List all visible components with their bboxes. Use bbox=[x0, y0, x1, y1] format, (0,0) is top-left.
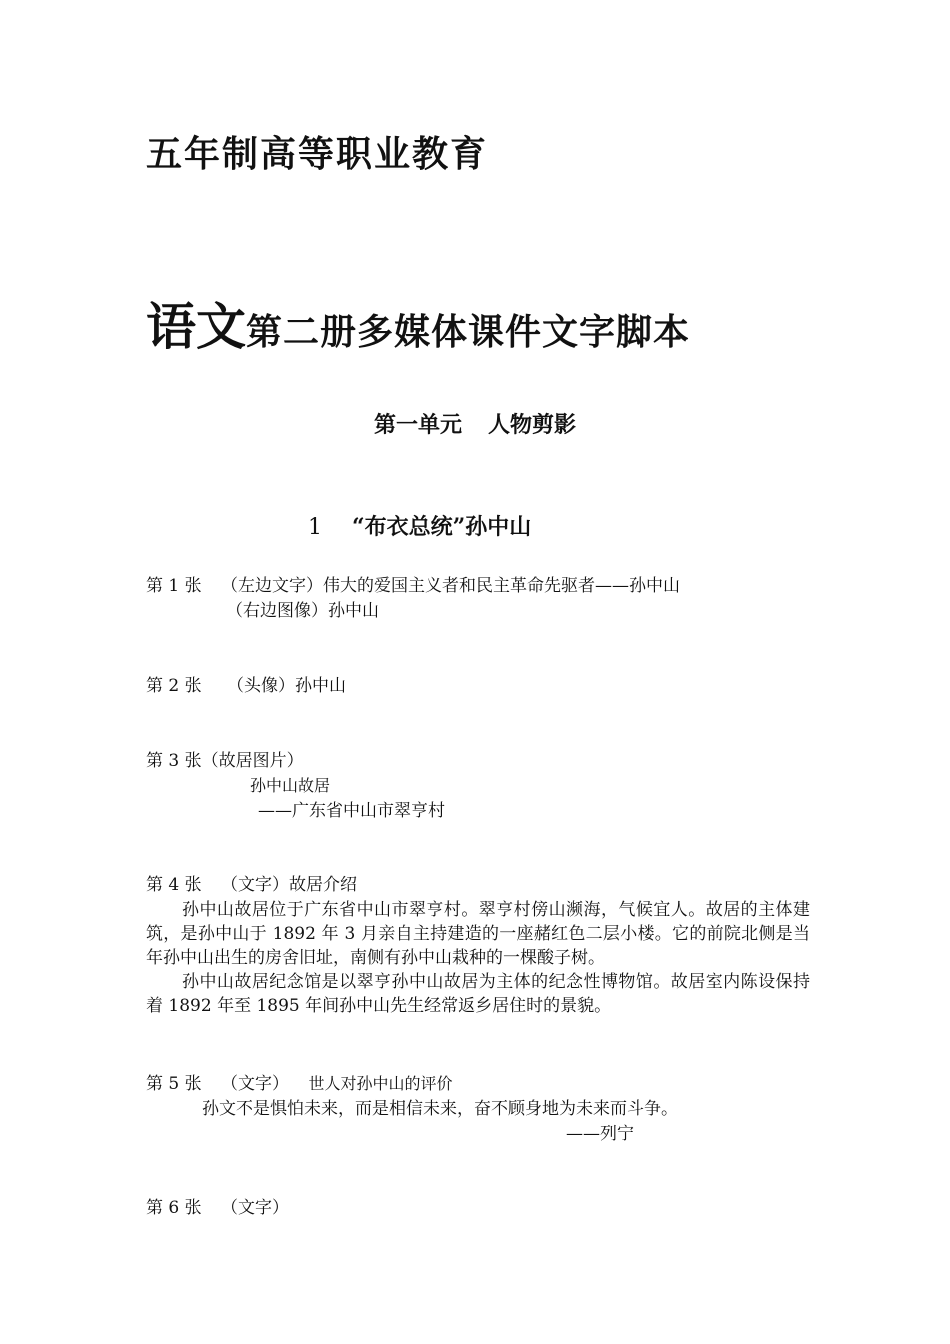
slide-4-text: （文字）故居介绍 bbox=[221, 875, 358, 895]
slide-3-line1 bbox=[146, 749, 304, 773]
slide-2-label: 第 2 张 bbox=[146, 676, 202, 696]
slide-3-caption-sub: ——广东省中山市翠亨村 bbox=[258, 801, 445, 821]
slide-1-text: （左边文字）伟大的爱国主义者和民主革命先驱者——孙中山 bbox=[221, 576, 681, 596]
slide-3-caption: 孙中山故居 bbox=[250, 776, 331, 795]
slide-6-line1 bbox=[146, 1196, 289, 1220]
unit-heading bbox=[0, 408, 950, 439]
slide-6-label: 第 6 张 bbox=[146, 1198, 202, 1218]
document-subtitle bbox=[146, 287, 690, 359]
slide-3-label: 第 3 张 bbox=[146, 751, 202, 771]
unit-label: 第一单元 bbox=[373, 412, 462, 438]
slide-6-text: （文字） bbox=[221, 1198, 290, 1218]
slide-1-line1 bbox=[146, 574, 680, 598]
slide-3-text: （故居图片） bbox=[201, 751, 304, 771]
slide-5-quote: 孙文不是惧怕未来，而是相信未来，奋不顾身地为未来而斗争。 bbox=[202, 1099, 678, 1119]
slide-5-line1 bbox=[146, 1072, 452, 1096]
subject-name: 语文 bbox=[146, 297, 246, 356]
slide-5-label: 第 5 张 bbox=[146, 1074, 202, 1094]
lesson-title: “布衣总统”孙中山 bbox=[352, 514, 532, 540]
subtitle-text: 第二册多媒体课件文字脚本 bbox=[246, 311, 691, 353]
slide-2-line1 bbox=[146, 674, 346, 698]
slide-5-heading: 世人对孙中山的评价 bbox=[308, 1074, 453, 1093]
slide-4-label: 第 4 张 bbox=[146, 875, 202, 895]
slide-5-text: （文字） bbox=[221, 1074, 290, 1094]
slide-1-label: 第 1 张 bbox=[146, 576, 202, 596]
lesson-number: 1 bbox=[308, 515, 322, 540]
slide-1-line2: （右边图像）孙中山 bbox=[226, 601, 379, 621]
slide-4-line1 bbox=[146, 873, 357, 897]
slide-4-paragraph-1: 孙中山故居位于广东省中山市翠亨村。翠亨村傍山濒海，气候宜人。故居的主体建筑，是孙中山于 1892 年 3 月亲自主持建造的一座赭红色二层小楼。它的前院北侧是当年孙中山出生的房舍旧址，南侧有孙中山栽种的一棵酸子树。 bbox=[146, 900, 810, 968]
page-title: 五年制高等职业教育 bbox=[146, 133, 489, 175]
slide-5-attribution: ——列宁 bbox=[566, 1124, 634, 1144]
slide-4-paragraph-2: 孙中山故居纪念馆是以翠亨孙中山故居为主体的纪念性博物馆。故居室内陈设保持着 1892 年至 1895 年间孙中山先生经常返乡居住时的景貌。 bbox=[146, 972, 810, 1016]
slide-2-text: （头像）孙中山 bbox=[227, 676, 347, 696]
lesson-heading bbox=[308, 510, 531, 541]
unit-name: 人物剪影 bbox=[488, 412, 577, 438]
